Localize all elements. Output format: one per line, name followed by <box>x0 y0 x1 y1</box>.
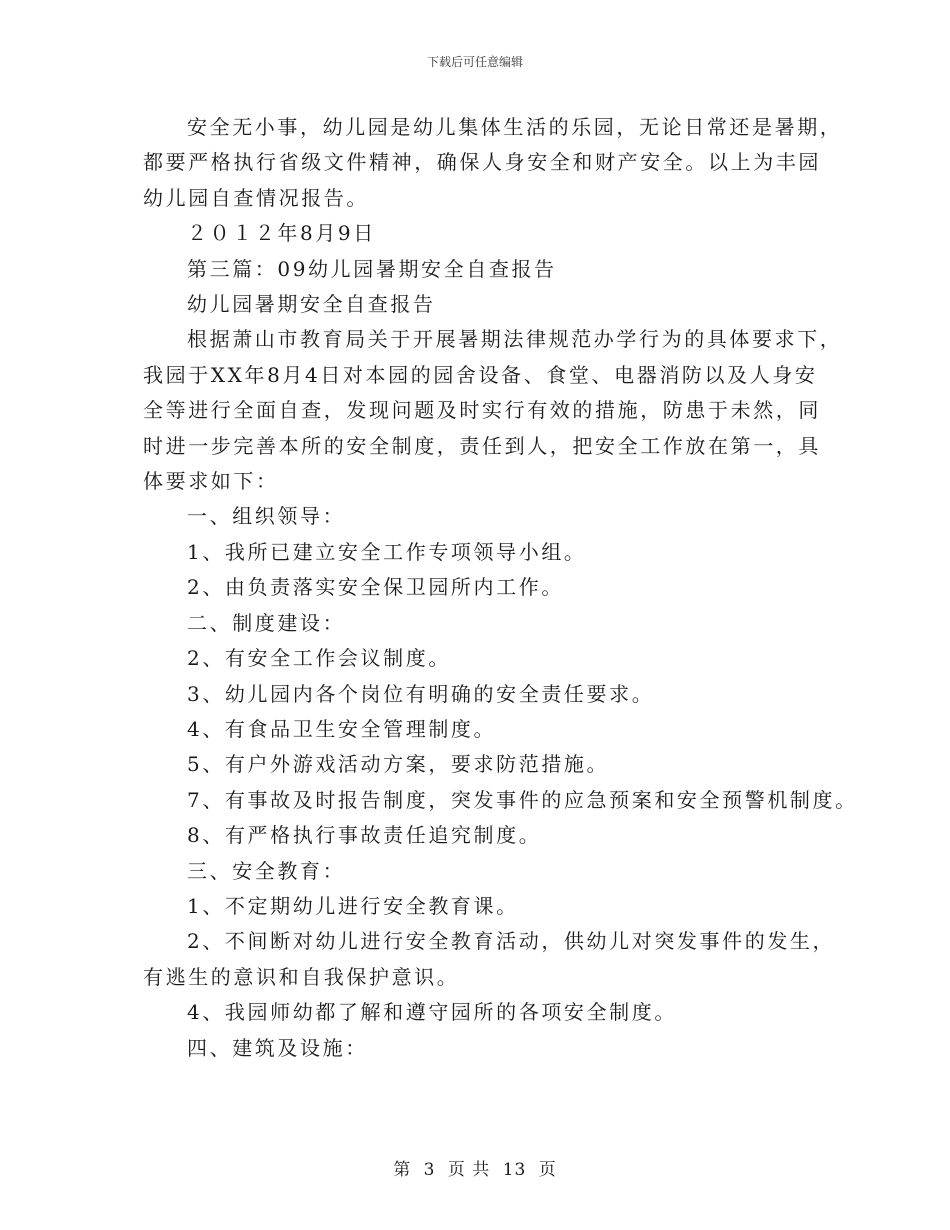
text-line: 时进一步完善本所的安全制度，责任到人，把安全工作放在第一，具 <box>143 433 821 458</box>
text-line: 第三篇：09幼儿园暑期安全自查报告 <box>187 256 557 281</box>
footer-prefix: 第 <box>393 1160 412 1180</box>
text-line: 二、制度建设： <box>187 610 346 635</box>
text-line: 2、由负责落实安全保卫园所内工作。 <box>187 575 564 600</box>
header-note: 下载后可任意编辑 <box>426 55 523 69</box>
text-line: 1、不定期幼儿进行安全教育课。 <box>187 893 519 918</box>
text-line: 4、有食品卫生安全管理制度。 <box>187 716 497 741</box>
text-line: 2、不间断对幼儿进行安全教育活动，供幼儿对突发事件的发生， <box>187 929 836 954</box>
text-line: 都要严格执行省级文件精神，确保人身安全和财产安全。以上为丰园 <box>143 150 821 175</box>
text-line: 4、我园师幼都了解和遵守园所的各项安全制度。 <box>187 1000 677 1025</box>
text-line: 有逃生的意识和自我保护意识。 <box>143 964 460 989</box>
text-line: 5、有户外游戏活动方案，要求防范措施。 <box>187 752 610 777</box>
footer-total-pages: 13 <box>502 1160 527 1180</box>
text-line: 安全无小事，幼儿园是幼儿集体生活的乐园，无论日常还是暑期， <box>187 115 843 139</box>
text-line: 3、幼儿园内各个岗位有明确的安全责任要求。 <box>187 681 655 706</box>
text-line: 7、有事故及时报告制度，突发事件的应急预案和安全预警机制度。 <box>187 787 858 812</box>
footer-suffix: 页 <box>538 1160 557 1180</box>
text-line: 四、建筑及设施： <box>187 1035 368 1060</box>
text-line: 2、有安全工作会议制度。 <box>187 646 451 671</box>
text-line: 我园于XX年8月4日对本园的园舍设备、食堂、电器消防以及人身安 <box>143 362 818 387</box>
text-line: 根据萧山市教育局关于开展暑期法律规范办学行为的具体要求下， <box>187 327 843 352</box>
document-body <box>143 110 858 1066</box>
text-line: 1、我所已建立安全工作专项领导小组。 <box>187 539 587 564</box>
page-footer <box>0 1155 950 1180</box>
text-line: 全等进行全面自查，发现问题及时实行有效的措施，防患于未然，同 <box>143 398 821 423</box>
text-line: 幼儿园暑期安全自查报告 <box>187 292 436 317</box>
text-line: 三、安全教育： <box>187 858 346 883</box>
text-line: 一、组织领导： <box>187 504 346 529</box>
footer-middle: 页 共 <box>447 1160 491 1180</box>
footer-current-page: 3 <box>423 1160 436 1180</box>
text-line: 体要求如下： <box>143 469 279 494</box>
text-line: 幼儿园自查情况报告。 <box>143 185 369 210</box>
text-line: 8、有严格执行事故责任追究制度。 <box>187 823 542 848</box>
text-line: ２０１２年8月9日 <box>187 221 376 246</box>
